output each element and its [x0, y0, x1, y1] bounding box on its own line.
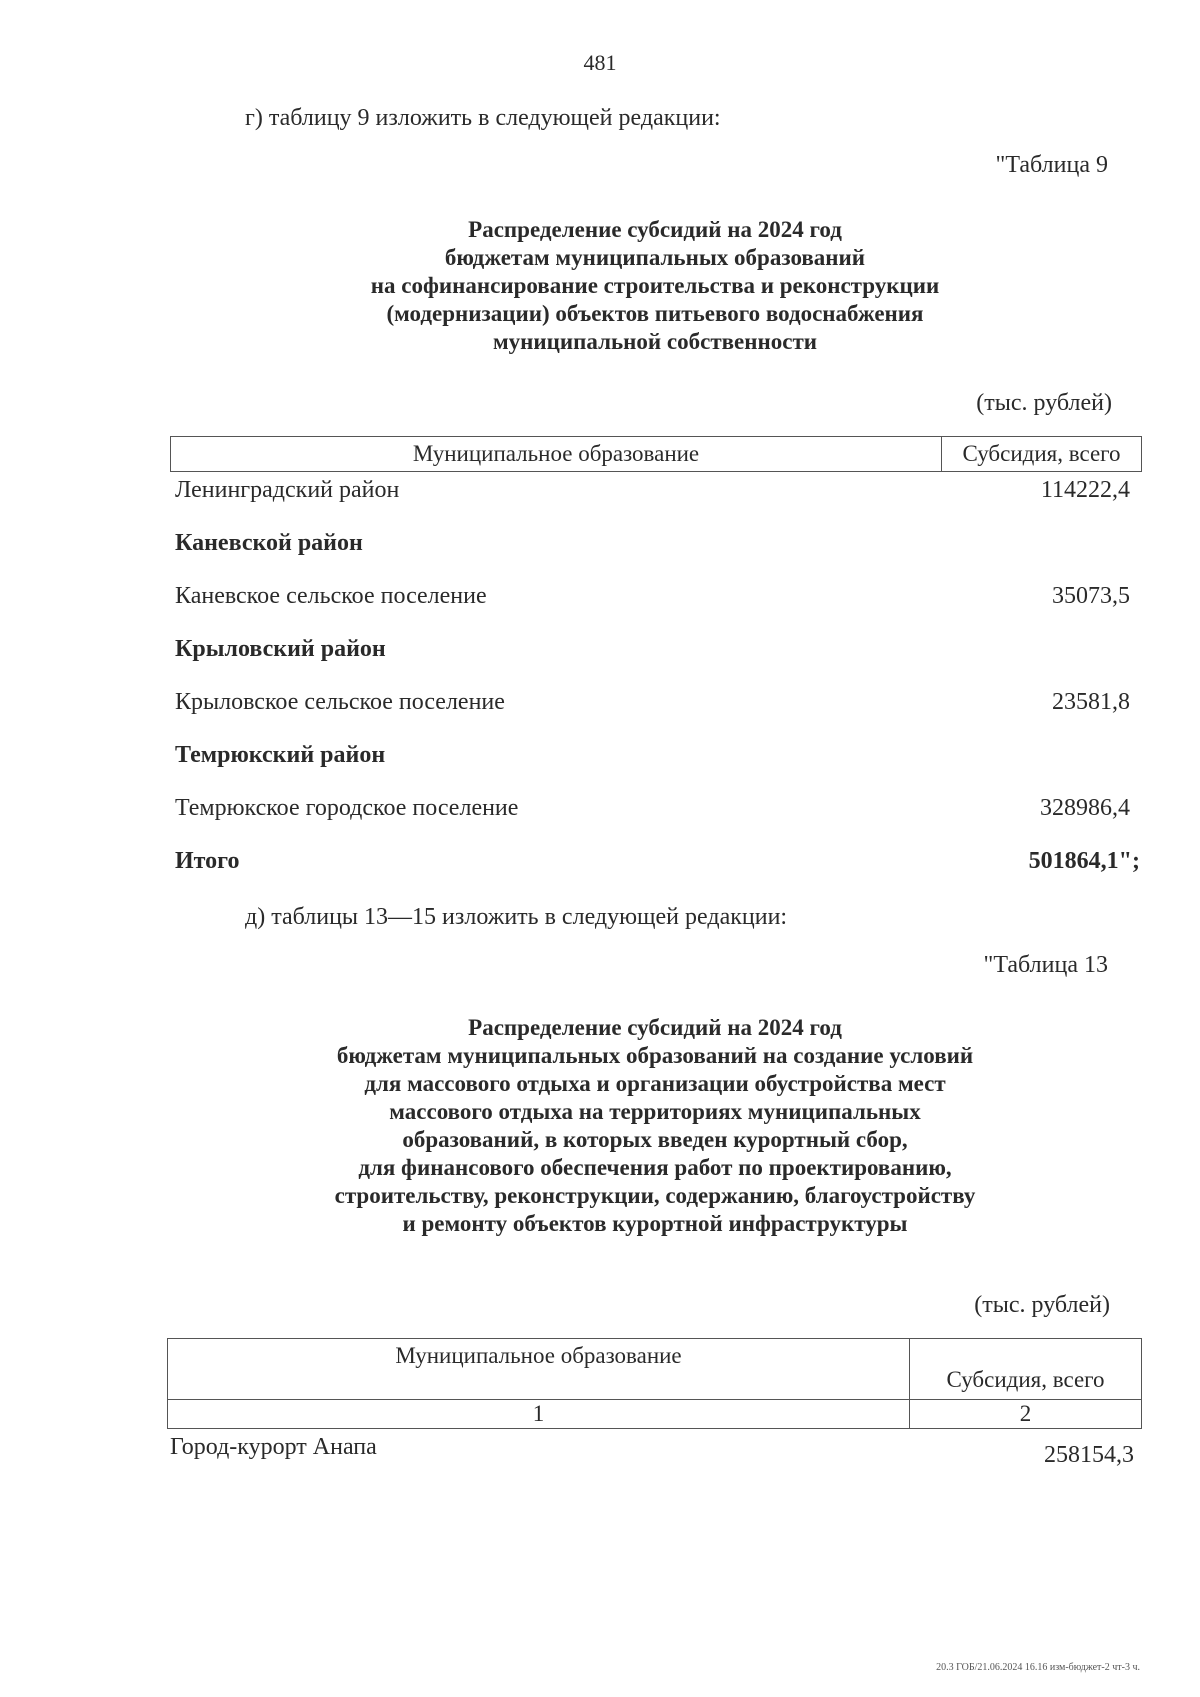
row-name: Итого: [175, 848, 240, 874]
instruction-d: д) таблицы 13—15 изложить в следующей редакции:: [245, 904, 788, 930]
row-value: 501864,1";: [1028, 848, 1140, 874]
table-9-header: [170, 436, 1142, 472]
table-9-title: [160, 216, 1150, 356]
row-name: Темрюкский район: [175, 742, 386, 768]
row-name: Каневское сельское поселение: [175, 583, 487, 609]
table-row: [175, 742, 1150, 774]
row-value: 23581,8: [1052, 689, 1130, 715]
table-row: [175, 583, 1150, 615]
column-header-municipality: Муниципальное образование: [168, 1339, 910, 1400]
table-13-label: "Таблица 13: [983, 952, 1108, 978]
instruction-g: г) таблицу 9 изложить в следующей редакции:: [245, 105, 721, 131]
row-value: 258154,3: [1044, 1442, 1134, 1468]
table-9-label: "Таблица 9: [995, 152, 1108, 178]
table-row: [175, 636, 1150, 668]
row-value: 35073,5: [1052, 583, 1130, 609]
title-line: бюджетам муниципальных образований: [444, 245, 866, 270]
row-name: Темрюкское городское поселение: [175, 795, 519, 821]
units-label: (тыс. рублей): [974, 1292, 1110, 1318]
table-row-total: [175, 848, 1150, 880]
title-line: строительству, реконструкции, содержанию, благоустройству: [334, 1183, 976, 1208]
table-row: [175, 530, 1150, 562]
row-name: Крыловский район: [175, 636, 386, 662]
title-line: для массового отдыха и организации обустройства мест: [364, 1071, 946, 1096]
page-number: 481: [583, 50, 617, 75]
row-name: Ленинградский район: [175, 477, 400, 503]
column-header-subsidy: Субсидия, всего: [910, 1339, 1142, 1400]
row-value: 328986,4: [1040, 795, 1130, 821]
column-number-1: 1: [168, 1400, 910, 1429]
title-line: муниципальной собственности: [492, 329, 818, 354]
title-line: образований, в которых введен курортный сбор,: [402, 1127, 908, 1152]
table-row: [170, 1434, 1142, 1466]
units-label: (тыс. рублей): [976, 390, 1112, 416]
table-row: [175, 795, 1150, 827]
table-row: [175, 477, 1150, 509]
title-line: для финансового обеспечения работ по проектированию,: [358, 1155, 952, 1180]
footer-document-code: 20.3 ГОБ/21.06.2024 16.16 изм-бюджет-2 чт-3 ч.: [936, 1662, 1140, 1673]
column-header-municipality: Муниципальное образование: [171, 437, 942, 472]
row-value: 114222,4: [1040, 477, 1130, 503]
row-name: Город-курорт Анапа: [170, 1434, 377, 1460]
table-row: [175, 689, 1150, 721]
row-name: Крыловское сельское поселение: [175, 689, 505, 715]
title-line: Распределение субсидий на 2024 год: [468, 217, 842, 242]
column-header-subsidy: Субсидия, всего: [942, 437, 1142, 472]
column-number-2: 2: [910, 1400, 1142, 1429]
title-line: (модернизации) объектов питьевого водоснабжения: [386, 301, 924, 326]
table-13-title: [160, 1014, 1150, 1238]
title-line: и ремонту объектов курортной инфраструктуры: [402, 1211, 908, 1236]
row-name: Каневской район: [175, 530, 363, 556]
title-line: Распределение субсидий на 2024 год: [468, 1015, 842, 1040]
title-line: массового отдыха на территориях муниципальных: [389, 1099, 921, 1124]
table-13-header: [167, 1338, 1142, 1429]
title-line: на софинансирование строительства и реконструкции: [370, 273, 940, 298]
title-line: бюджетам муниципальных образований на создание условий: [336, 1043, 974, 1068]
